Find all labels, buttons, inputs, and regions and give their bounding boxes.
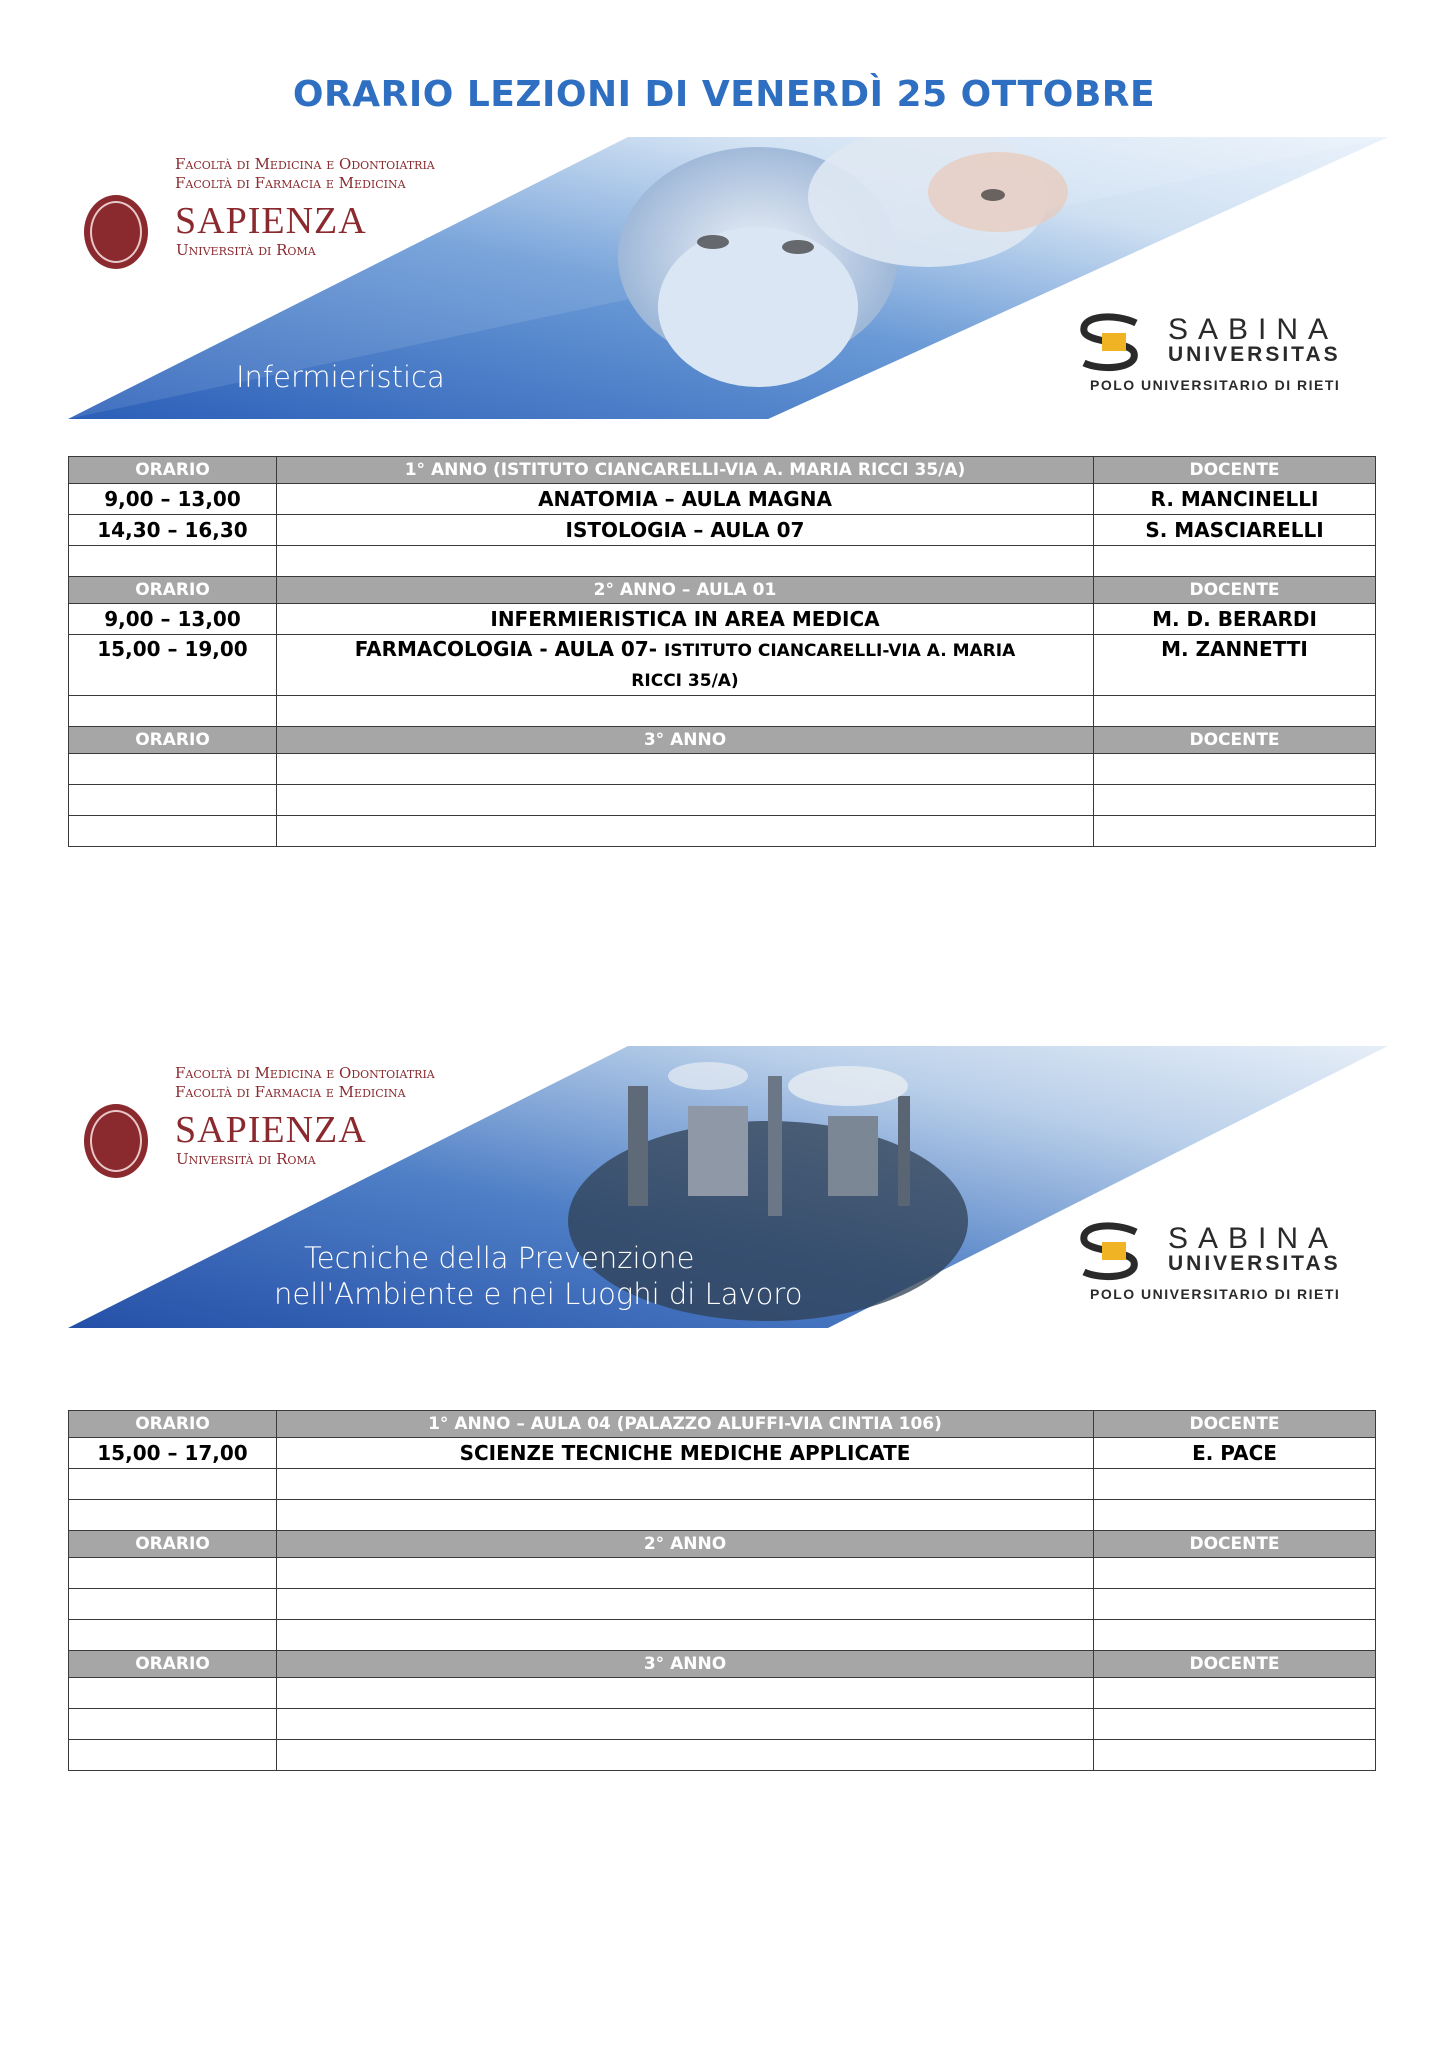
subject-cell: SCIENZE TECNICHE MEDICHE APPLICATE xyxy=(277,1438,1094,1469)
orario-header: ORARIO xyxy=(69,727,277,754)
subject-cell: ISTOLOGIA – AULA 07 xyxy=(277,515,1094,546)
teacher-cell: M. D. BERARDI xyxy=(1094,604,1376,635)
table-header-row xyxy=(69,1411,1376,1438)
table-header-row xyxy=(69,727,1376,754)
table-row-empty xyxy=(69,1678,1376,1709)
year-header: 3° ANNO xyxy=(277,727,1094,754)
faculty-line-2: Facoltà di Farmacia e Medicina xyxy=(175,1083,406,1101)
orario-header: ORARIO xyxy=(69,1651,277,1678)
university-name: SAPIENZA xyxy=(175,200,367,242)
table-row-empty xyxy=(69,546,1376,577)
university-subtitle: Università di Roma xyxy=(176,241,316,259)
sabina-logo-icon xyxy=(1076,1222,1146,1282)
table-header-row xyxy=(69,457,1376,484)
table-row xyxy=(69,635,1376,696)
course-line-1: Tecniche della Prevenzione xyxy=(304,1241,695,1275)
table-row-empty xyxy=(69,754,1376,785)
sabina-sub: UNIVERSITAS xyxy=(1168,343,1341,366)
university-name: SAPIENZA xyxy=(175,1109,367,1151)
schedule-table-tecniche-prevenzione xyxy=(68,1410,1376,1771)
time-cell: 15,00 – 17,00 xyxy=(69,1438,277,1469)
faculty-line-2: Facoltà di Farmacia e Medicina xyxy=(175,174,406,192)
table-row-empty xyxy=(69,1469,1376,1500)
sabina-logo-icon xyxy=(1076,313,1146,373)
subject-cell: INFERMIERISTICA IN AREA MEDICA xyxy=(277,604,1094,635)
subject-part-c: RICCI 35/A) xyxy=(631,671,739,691)
table-row-empty xyxy=(69,696,1376,727)
docente-header: DOCENTE xyxy=(1094,1411,1376,1438)
docente-header: DOCENTE xyxy=(1094,1651,1376,1678)
orario-header: ORARIO xyxy=(69,1531,277,1558)
docente-header: DOCENTE xyxy=(1094,727,1376,754)
table-row-empty xyxy=(69,1620,1376,1651)
table-row-empty xyxy=(69,1558,1376,1589)
table-header-row xyxy=(69,1531,1376,1558)
sapienza-seal-icon xyxy=(84,195,148,269)
year-header: 1° ANNO – AULA 04 (PALAZZO ALUFFI-VIA CINTIA 106) xyxy=(277,1411,1094,1438)
time-cell: 9,00 – 13,00 xyxy=(69,604,277,635)
faculty-lines xyxy=(175,155,435,193)
banner-tecniche-prevenzione xyxy=(68,1046,1388,1328)
table-row-empty xyxy=(69,1500,1376,1531)
orario-header: ORARIO xyxy=(69,577,277,604)
table-row xyxy=(69,515,1376,546)
orario-header: ORARIO xyxy=(69,1411,277,1438)
teacher-cell: M. ZANNETTI xyxy=(1094,635,1376,696)
faculty-line-1: Facoltà di Medicina e Odontoiatria xyxy=(175,155,435,173)
course-line-2: nell'Ambiente e nei Luoghi di Lavoro xyxy=(274,1277,803,1311)
table-row xyxy=(69,484,1376,515)
page-title: ORARIO LEZIONI DI VENERDÌ 25 OTTOBRE xyxy=(292,74,1156,115)
table-row-empty xyxy=(69,816,1376,847)
sabina-universitas-logo xyxy=(1076,313,1376,393)
docente-header: DOCENTE xyxy=(1094,577,1376,604)
sabina-word: SABINA xyxy=(1168,1222,1339,1255)
table-row xyxy=(69,1438,1376,1469)
sabina-sub: UNIVERSITAS xyxy=(1168,1252,1341,1275)
schedule-table-infermieristica xyxy=(68,456,1376,847)
subject-part-a: FARMACOLOGIA - AULA 07- xyxy=(354,637,658,661)
table-row-empty xyxy=(69,1709,1376,1740)
orario-header: ORARIO xyxy=(69,457,277,484)
teacher-cell: R. MANCINELLI xyxy=(1094,484,1376,515)
table-header-row xyxy=(69,577,1376,604)
sapienza-seal-icon xyxy=(84,1104,148,1178)
docente-header: DOCENTE xyxy=(1094,1531,1376,1558)
faculty-line-1: Facoltà di Medicina e Odontoiatria xyxy=(175,1064,435,1082)
faculty-lines xyxy=(175,1064,435,1102)
table-row-empty xyxy=(69,1589,1376,1620)
table-row-empty xyxy=(69,785,1376,816)
subject-cell: ANATOMIA – AULA MAGNA xyxy=(277,484,1094,515)
subject-part-b: ISTITUTO CIANCARELLI-VIA A. MARIA xyxy=(664,641,1016,661)
subject-cell xyxy=(277,635,1094,696)
course-line-1: Infermieristica xyxy=(236,360,445,394)
year-header: 1° ANNO (ISTITUTO CIANCARELLI-VIA A. MARIA RICCI 35/A) xyxy=(277,457,1094,484)
table-row xyxy=(69,604,1376,635)
time-cell: 14,30 – 16,30 xyxy=(69,515,277,546)
table-header-row xyxy=(69,1651,1376,1678)
sabina-polo: POLO UNIVERSITARIO DI RIETI xyxy=(1090,377,1341,393)
banner-infermieristica xyxy=(68,137,1388,419)
year-header: 2° ANNO – AULA 01 xyxy=(277,577,1094,604)
time-cell: 9,00 – 13,00 xyxy=(69,484,277,515)
docente-header: DOCENTE xyxy=(1094,457,1376,484)
table-row-empty xyxy=(69,1740,1376,1771)
course-name xyxy=(236,359,445,395)
teacher-cell: S. MASCIARELLI xyxy=(1094,515,1376,546)
teacher-cell: E. PACE xyxy=(1094,1438,1376,1469)
sabina-universitas-logo xyxy=(1076,1222,1376,1302)
sabina-word: SABINA xyxy=(1168,313,1339,346)
year-header: 2° ANNO xyxy=(277,1531,1094,1558)
university-subtitle: Università di Roma xyxy=(176,1150,316,1168)
year-header: 3° ANNO xyxy=(277,1651,1094,1678)
time-cell: 15,00 – 19,00 xyxy=(69,635,277,696)
sabina-polo: POLO UNIVERSITARIO DI RIETI xyxy=(1090,1286,1341,1302)
course-name xyxy=(274,1240,802,1312)
